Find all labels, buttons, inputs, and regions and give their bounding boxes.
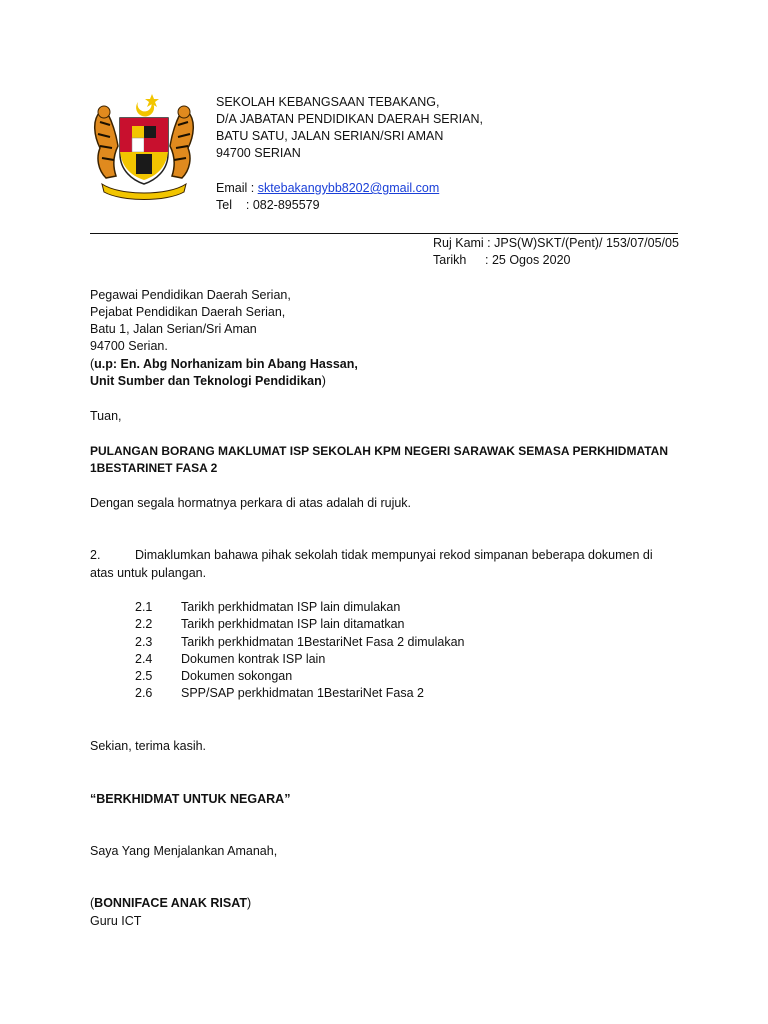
list-item-text: Tarikh perkhidmatan ISP lain dimulakan [181, 600, 401, 614]
reference-number: Ruj Kami : JPS(W)SKT/(Pent)/ 153/07/05/05 [433, 236, 679, 250]
list-item-text: SPP/SAP perkhidmatan 1BestariNet Fasa 2 [181, 686, 424, 700]
attention-open-paren: ( [90, 357, 95, 371]
list-item [135, 651, 325, 668]
closing-trust: Saya Yang Menjalankan Amanah, [90, 844, 278, 858]
tel-line: Tel : 082-895579 [216, 198, 320, 212]
signer-role: Guru ICT [90, 914, 142, 928]
list-item-number: 2.6 [135, 686, 153, 700]
recipient-line-3: Batu 1, Jalan Serian/Sri Aman [90, 322, 257, 336]
malaysia-coat-of-arms-icon [86, 88, 202, 204]
paragraph-2-line-1: Dimaklumkan bahawa pihak sekolah tidak mempunyai rekod simpanan beberapa dokumen di [135, 548, 653, 562]
list-item-number: 2.1 [135, 600, 153, 614]
signer-close-paren: ) [246, 896, 252, 910]
list-item [135, 668, 292, 685]
intro-paragraph: Dengan segala hormatnya perkara di atas adalah di rujuk. [90, 496, 412, 510]
list-item-number: 2.3 [135, 635, 153, 649]
care-of-line: D/A JABATAN PENDIDIKAN DAERAH SERIAN, [216, 112, 483, 126]
subject-line-2: 1BESTARINET FASA 2 [90, 461, 218, 475]
date-value: : 25 Ogos 2020 [485, 253, 571, 267]
header-divider [90, 233, 678, 234]
date-row [433, 252, 570, 269]
attention-name: u.p: En. Abg Norhanizam bin Abang Hassan, [94, 357, 358, 371]
salutation: Tuan, [90, 409, 122, 423]
list-item-text: Tarikh perkhidmatan 1BestariNet Fasa 2 dimulakan [181, 635, 465, 649]
attention-close-paren: ) [321, 374, 326, 388]
list-item [135, 634, 464, 651]
list-item-number: 2.4 [135, 652, 153, 666]
signer-name-row [90, 895, 251, 912]
paragraph-2-number: 2. [90, 548, 101, 562]
list-item-number: 2.2 [135, 617, 153, 631]
recipient-line-1: Pegawai Pendidikan Daerah Serian, [90, 288, 291, 302]
list-item [135, 599, 400, 616]
recipient-line-2: Pejabat Pendidikan Daerah Serian, [90, 305, 286, 319]
subject-line-1: PULANGAN BORANG MAKLUMAT ISP SEKOLAH KPM NEGERI SARAWAK SEMASA PERKHIDMATAN [90, 444, 669, 458]
list-item [135, 685, 424, 702]
paragraph-2-line-2: atas untuk pulangan. [90, 566, 207, 580]
recipient-line-4: 94700 Serian. [90, 339, 168, 353]
street-line: BATU SATU, JALAN SERIAN/SRI AMAN [216, 129, 444, 143]
list-item-text: Dokumen kontrak ISP lain [181, 652, 326, 666]
list-item [135, 616, 405, 633]
list-item-text: Tarikh perkhidmatan ISP lain ditamatkan [181, 617, 405, 631]
date-label: Tarikh [433, 253, 467, 267]
list-item-text: Dokumen sokongan [181, 669, 293, 683]
attention-line-2 [90, 373, 326, 390]
closing-thanks: Sekian, terima kasih. [90, 739, 207, 753]
email-label: Email : [216, 181, 258, 195]
email-row [216, 180, 439, 197]
attention-unit: Unit Sumber dan Teknologi Pendidikan [90, 374, 322, 388]
signer-name: BONNIFACE ANAK RISAT [94, 896, 247, 910]
list-item-number: 2.5 [135, 669, 153, 683]
postcode-line: 94700 SERIAN [216, 146, 301, 160]
school-name: SEKOLAH KEBANGSAAN TEBAKANG, [216, 95, 440, 109]
signer-open-paren: ( [90, 896, 95, 910]
email-link[interactable]: sktebakangybb8202@gmail.com [257, 181, 440, 195]
attention-line-1 [90, 356, 358, 373]
motto: “BERKHIDMAT UNTUK NEGARA” [90, 792, 291, 806]
